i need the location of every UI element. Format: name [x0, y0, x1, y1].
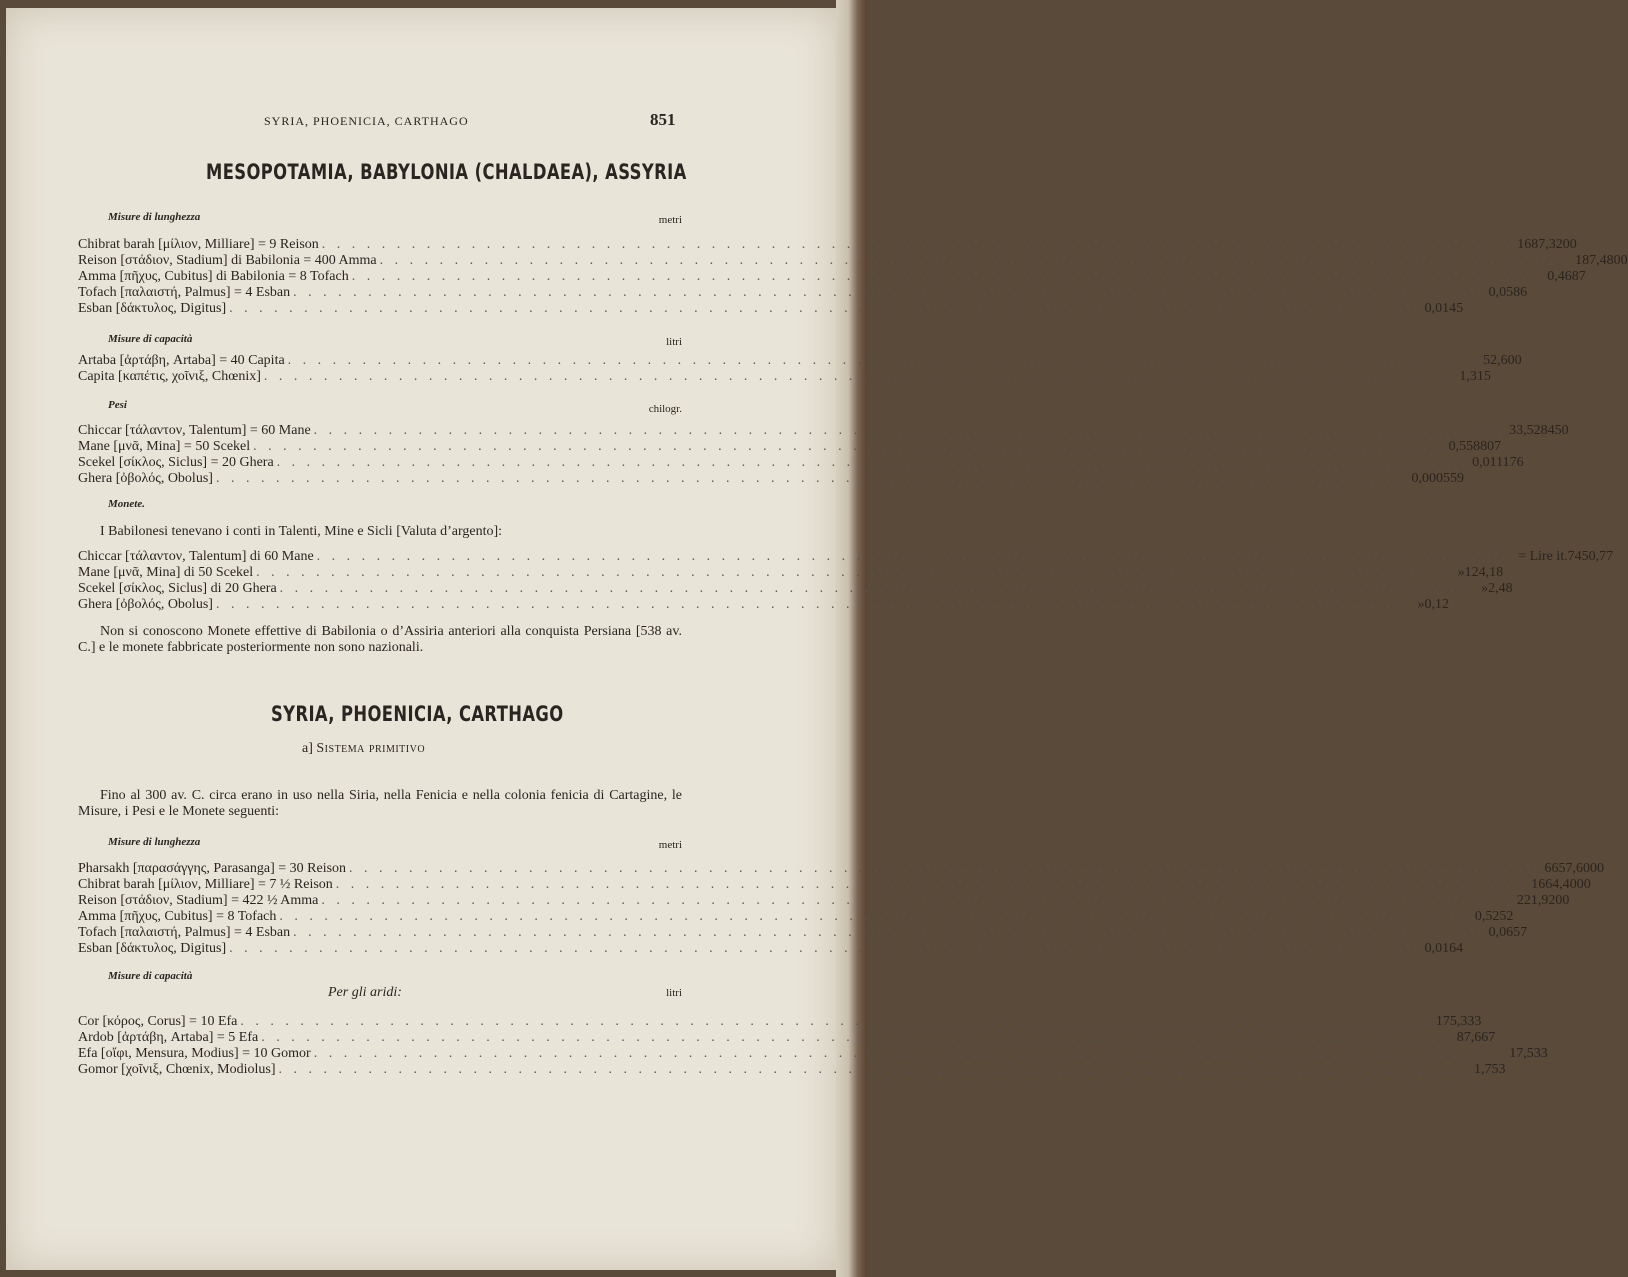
page-number: 851 — [650, 110, 676, 129]
subsection-prefix: a] — [302, 741, 313, 756]
leader-dots: . . . . . . . . . . . . . . . . . . . . . . . . . . . . . . . . . . . . . . . . . . . . . . . . . . . . . . . . . . . . . . . . . . . . . . . . . . . . . . . . — [261, 1030, 1454, 1045]
row-value: 1664,4000 — [1531, 877, 1591, 892]
row-value: 1,753 — [1474, 1062, 1506, 1077]
row-value: 52,600 — [1483, 353, 1522, 368]
row-label: Chibrat barah [μίλιον, Milliare] = 9 Reison — [78, 237, 319, 252]
row-label: Pharsakh [παρασάγγης, Parasanga] = 30 Reison — [78, 861, 347, 876]
row-label: Esban [δάκτυλος, Digitus] — [78, 301, 227, 316]
leader-dots: . . . . . . . . . . . . . . . . . . . . . . . . . . . . . . . . . . . . . . . . . . . . . . . . . . . . . . . . . . . . . . . . . . . . . . . . . . . . . . . . — [313, 1046, 1507, 1061]
leader-dots: . . . . . . . . . . . . . . . . . . . . . . . . . . . . . . . . . . . . . . . . . . . . . . . . . . . . . . . . . . . . . . . . . . . . . . . . . . . . . . . . — [349, 861, 1542, 876]
row-value: 0,5252 — [1474, 909, 1514, 924]
row-currency: » — [1457, 565, 1465, 580]
row-value: 221,9200 — [1516, 893, 1570, 908]
subsection-title — [302, 741, 425, 757]
row-label: Cor [κόρος, Corus] = 10 Efa — [78, 1014, 238, 1029]
row-label: Amma [πῆχυς, Cubitus] = 8 Tofach — [78, 909, 277, 924]
table-row — [78, 253, 1628, 269]
table-row — [78, 439, 1502, 455]
leader-dots: . . . . . . . . . . . . . . . . . . . . . . . . . . . . . . . . . . . . . . . . . . . . . . . . . . . . . . . . . . . . . . . . . . . . . . . . . . . . . . . . — [287, 353, 1481, 368]
coins-note: Non si conoscono Monete effettive di Babilonia o d’Assiria anteriori alla conquista Persiana [538 av. C.] e le monete fabbricate posteriormente non sono nazionali. — [78, 624, 682, 655]
leader-dots: . . . . . . . . . . . . . . . . . . . . . . . . . . . . . . . . . . . . . . . . . . . . . . . . . . . . . . . . . . . . . . . . . . . . . . . . . . . . . . . . — [379, 253, 1573, 268]
leader-dots: . . . . . . . . . . . . . . . . . . . . . . . . . . . . . . . . . . . . . . . . . . . . . . . . . . . . . . . . . . . . . . . . . . . . . . . . . . . . . . . . — [351, 269, 1545, 284]
row-label: Reison [στάδιον, Stadium] = 422 ½ Amma — [78, 893, 319, 908]
row-label: Chiccar [τάλαντον, Talentum] = 60 Mane — [78, 423, 311, 438]
row-value: 0,0164 — [1424, 941, 1464, 956]
row-value: 0,4687 — [1547, 269, 1586, 284]
row-value: 1687,3200 — [1517, 237, 1577, 252]
leader-dots: . . . . . . . . . . . . . . . . . . . . . . . . . . . . . . . . . . . . . . . . . . . . . . . . . . . . . . . . . . . . . . . . . . . . . . . . . . . . . . . . — [293, 925, 1486, 940]
leader-dots: . . . . . . . . . . . . . . . . . . . . . . . . . . . . . . . . . . . . . . . . . . . . . . . . . . . . . . . . . . . . . . . . . . . . . . . . . . . . . . . . — [279, 581, 1473, 596]
row-value: 6657,6000 — [1544, 861, 1605, 876]
table-row — [78, 353, 1522, 369]
row-label: Ghera [ὀβολός, Obolus] — [78, 597, 213, 612]
row-label: Ghera [ὀβολός, Obolus] — [78, 471, 213, 486]
table-row — [78, 269, 1586, 285]
leader-dots: . . . . . . . . . . . . . . . . . . . . . . . . . . . . . . . . . . . . . . . . . . . . . . . . . . . . . . . . . . . . . . . . . . . . . . . . . . . . . . . . — [321, 893, 1514, 908]
table-row — [78, 423, 1569, 439]
capacity-sublabel: Per gli aridi: — [328, 985, 402, 1000]
unit-label: metri — [658, 214, 682, 226]
row-label: Esban [δάκτυλος, Digitus] — [78, 941, 227, 956]
syria-intro: Fino al 300 av. C. circa erano in uso nella Siria, nella Fenicia e nella colonia fenicia di Cartagine, le Misure, i Pesi e le Monete seguenti: — [78, 788, 682, 819]
row-value: 33,528450 — [1509, 423, 1569, 438]
coins-intro: I Babilonesi tenevano i conti in Talenti, Mine e Sicli [Valuta d’argento]: — [100, 524, 503, 539]
row-value: 0,12 — [1424, 597, 1449, 612]
row-currency: » — [1481, 581, 1489, 596]
table-row — [78, 1062, 1506, 1078]
row-value: 0,558807 — [1448, 439, 1502, 454]
table-row — [78, 1030, 1496, 1046]
section-title-syria: SYRIA, PHOENICIA, CARTHAGO — [271, 702, 564, 726]
leader-dots: . . . . . . . . . . . . . . . . . . . . . . . . . . . . . . . . . . . . . . . . . . . . . . . . . . . . . . . . . . . . . . . . . . . . . . . . . . . . . . . . — [276, 455, 1470, 470]
row-value: 0,000559 — [1411, 471, 1464, 486]
table-row — [78, 369, 1491, 385]
section-label: Misure di lunghezza — [108, 211, 201, 223]
row-label: Mane [μνᾶ, Mina] = 50 Scekel — [78, 439, 251, 454]
unit-label: litri — [666, 987, 682, 999]
table-row — [78, 909, 1514, 925]
table-row — [78, 581, 1513, 597]
leader-dots: . . . . . . . . . . . . . . . . . . . . . . . . . . . . . . . . . . . . . . . . . . . . . . . . . . . . . . . . . . . . . . . . . . . . . . . . . . . . . . . . — [313, 423, 1507, 438]
table-row — [78, 549, 1614, 565]
section-label: Misure di lunghezza — [108, 836, 201, 848]
section-label: Monete. — [108, 498, 145, 510]
section-label: Misure di capacità — [108, 970, 193, 982]
leader-dots: . . . . . . . . . . . . . . . . . . . . . . . . . . . . . . . . . . . . . . . . . . . . . . . . . . . . . . . . . . . . . . . . . . . . . . . . . . . . . . . . — [253, 439, 1446, 454]
table-row — [78, 565, 1504, 581]
unit-label: chilogr. — [648, 403, 682, 415]
table-row — [78, 1046, 1548, 1062]
leader-dots: . . . . . . . . . . . . . . . . . . . . . . . . . . . . . . . . . . . . . . . . . . . . . . . . . . . . . . . . . . . . . . . . . . . . . . . . . . . . . . . . — [321, 237, 1515, 252]
page-edge — [836, 0, 867, 1277]
leader-dots: . . . . . . . . . . . . . . . . . . . . . . . . . . . . . . . . . . . . . . . . . . . . . . . . . . . . . . . . . . . . . . . . . . . . . . . . . . . . . . . . — [293, 285, 1486, 300]
row-label: Efa [οἴφι, Mensura, Modius] = 10 Gomor — [78, 1046, 311, 1061]
table-row — [78, 893, 1570, 909]
row-currency: = Lire it. — [1518, 549, 1568, 564]
leader-dots: . . . . . . . . . . . . . . . . . . . . . . . . . . . . . . . . . . . . . . . . . . . . . . . . . . . . . . . . . . . . . . . . . . . . . . . . . . . . . . . . — [229, 941, 1422, 956]
row-label: Chiccar [τάλαντον, Talentum] di 60 Mane — [78, 549, 314, 564]
table-row — [78, 597, 1449, 613]
row-value: 7450,77 — [1567, 549, 1614, 564]
row-value: 87,667 — [1456, 1030, 1496, 1045]
leader-dots: . . . . . . . . . . . . . . . . . . . . . . . . . . . . . . . . . . . . . . . . . . . . . . . . . . . . . . . . . . . . . . . . . . . . . . . . . . . . . . . . — [279, 909, 1472, 924]
row-value: 0,011176 — [1472, 455, 1524, 470]
section-label: Pesi — [108, 399, 127, 411]
table-row — [78, 877, 1591, 893]
table-row — [78, 471, 1464, 487]
row-label: Chibrat barah [μίλιον, Milliare] = 7 ½ Reison — [78, 877, 333, 892]
leader-dots: . . . . . . . . . . . . . . . . . . . . . . . . . . . . . . . . . . . . . . . . . . . . . . . . . . . . . . . . . . . . . . . . . . . . . . . . . . . . . . . . — [215, 471, 1409, 486]
row-value: 17,533 — [1509, 1046, 1548, 1061]
leader-dots: . . . . . . . . . . . . . . . . . . . . . . . . . . . . . . . . . . . . . . . . . . . . . . . . . . . . . . . . . . . . . . . . . . . . . . . . . . . . . . . . — [215, 597, 1409, 612]
table-row — [78, 861, 1605, 877]
row-label: Scekel [σίκλος, Siclus] di 20 Ghera — [78, 581, 277, 596]
table-row — [78, 301, 1464, 317]
subsection-name: Sistema primitivo — [316, 741, 426, 756]
table-row — [78, 925, 1528, 941]
unit-label: litri — [666, 336, 682, 348]
leader-dots: . . . . . . . . . . . . . . . . . . . . . . . . . . . . . . . . . . . . . . . . . . . . . . . . . . . . . . . . . . . . . . . . . . . . . . . . . . . . . . . . — [316, 549, 1510, 564]
row-label: Scekel [σίκλος, Siclus] = 20 Ghera — [78, 455, 274, 470]
leader-dots: . . . . . . . . . . . . . . . . . . . . . . . . . . . . . . . . . . . . . . . . . . . . . . . . . . . . . . . . . . . . . . . . . . . . . . . . . . . . . . . . — [229, 301, 1422, 316]
table-row — [78, 237, 1577, 253]
row-value: 187,4800 — [1575, 253, 1628, 268]
row-label: Ardob [ἀρτάβη, Artaba] = 5 Efa — [78, 1030, 259, 1045]
row-label: Gomor [χοῖνιξ, Chœnix, Modiolus] — [78, 1062, 276, 1077]
row-value: 175,333 — [1435, 1014, 1482, 1029]
row-label: Amma [πῆχυς, Cubitus] di Babilonia = 8 Tofach — [78, 269, 349, 284]
row-currency: » — [1417, 597, 1425, 612]
row-value: 2,48 — [1488, 581, 1513, 596]
row-label: Mane [μνᾶ, Mina] di 50 Scekel — [78, 565, 254, 580]
section-label: Misure di capacità — [108, 333, 193, 345]
row-value: 124,18 — [1464, 565, 1504, 580]
leader-dots: . . . . . . . . . . . . . . . . . . . . . . . . . . . . . . . . . . . . . . . . . . . . . . . . . . . . . . . . . . . . . . . . . . . . . . . . . . . . . . . . — [263, 369, 1457, 384]
unit-label: metri — [658, 839, 682, 851]
row-label: Capita [καπέτις, χοῖνιξ, Chœnix] — [78, 369, 261, 384]
section-title-mesopotamia: MESOPOTAMIA, BABYLONIA (CHALDAEA), ASSYRIA — [206, 160, 687, 184]
leader-dots: . . . . . . . . . . . . . . . . . . . . . . . . . . . . . . . . . . . . . . . . . . . . . . . . . . . . . . . . . . . . . . . . . . . . . . . . . . . . . . . . — [256, 565, 1449, 580]
row-value: 1,315 — [1459, 369, 1491, 384]
row-label: Reison [στάδιον, Stadium] di Babilonia = 400 Amma — [78, 253, 377, 268]
leader-dots: . . . . . . . . . . . . . . . . . . . . . . . . . . . . . . . . . . . . . . . . . . . . . . . . . . . . . . . . . . . . . . . . . . . . . . . . . . . . . . . . — [335, 877, 1529, 892]
leader-dots: . . . . . . . . . . . . . . . . . . . . . . . . . . . . . . . . . . . . . . . . . . . . . . . . . . . . . . . . . . . . . . . . . . . . . . . . . . . . . . . . — [278, 1062, 1472, 1077]
leader-dots: . . . . . . . . . . . . . . . . . . . . . . . . . . . . . . . . . . . . . . . . . . . . . . . . . . . . . . . . . . . . . . . . . . . . . . . . . . . . . . . . — [240, 1014, 1433, 1029]
row-label: Tofach [παλαιστή, Palmus] = 4 Esban — [78, 925, 291, 940]
row-value: 0,0586 — [1488, 285, 1528, 300]
row-label: Tofach [παλαιστή, Palmus] = 4 Esban — [78, 285, 291, 300]
table-row — [78, 455, 1524, 471]
table-row — [78, 1014, 1482, 1030]
row-value: 0,0145 — [1424, 301, 1464, 316]
running-head: SYRIA, PHOENICIA, CARTHAGO — [264, 114, 469, 128]
table-row — [78, 941, 1464, 957]
table-row — [78, 285, 1528, 301]
row-label: Artaba [ἀρτάβη, Artaba] = 40 Capita — [78, 353, 285, 368]
row-value: 0,0657 — [1488, 925, 1528, 940]
